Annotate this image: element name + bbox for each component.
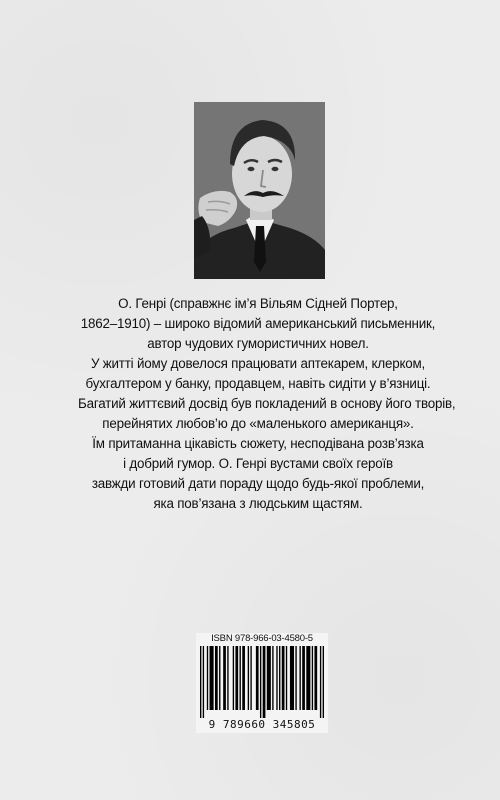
- annotation-line: перейнятих любов’ю до «маленького американця».: [102, 416, 414, 431]
- annotation-line: Їм притаманна цікавість сюжету, несподівана розв’язка: [92, 436, 424, 451]
- barcode-bar: [227, 646, 228, 710]
- barcode-bar: [276, 646, 277, 710]
- barcode-bar: [323, 646, 324, 718]
- annotation-line: 1862–1910) – широко відомий американський письменник,: [80, 316, 436, 331]
- annotation-line: автор чудових гумористичних новел.: [147, 336, 369, 351]
- barcode-bar: [260, 646, 261, 718]
- annotation-line: бухгалтером у банку, продавцем, навіть сидіти у в’язниці.: [85, 376, 431, 391]
- barcode-bar: [215, 646, 218, 710]
- barcode-bar: [302, 646, 305, 710]
- annotation-line: завжди готовий дати пораду щодо будь-якої проблеми,: [91, 476, 425, 491]
- barcode-bar: [233, 646, 234, 710]
- annotation-line: і добрий гумор. О. Генрі вустами своїх героїв: [123, 456, 393, 471]
- barcode-bar: [219, 646, 220, 710]
- barcode-bar: [306, 646, 310, 710]
- barcode-bar: [223, 646, 226, 710]
- isbn-barcode-block: [196, 633, 328, 733]
- barcode-bar: [210, 646, 214, 710]
- barcode-bar: [299, 646, 300, 710]
- barcode-icon: [200, 646, 324, 718]
- barcode-bar: [240, 646, 241, 710]
- barcode-bar: [250, 646, 251, 710]
- barcode-bar: [203, 646, 204, 718]
- barcode-bar: [242, 646, 245, 710]
- annotation-line: яка пов’язана з людським щастям.: [153, 496, 363, 511]
- annotation-line: У житті йому довелося працювати аптекарем, клерком,: [90, 356, 426, 371]
- barcode-bar: [207, 646, 208, 710]
- barcode-bar: [312, 646, 313, 710]
- barcode-bar: [290, 646, 294, 710]
- barcode-bar: [256, 646, 259, 710]
- barcode-bar: [286, 646, 287, 710]
- barcode-bar: [267, 646, 271, 710]
- barcode-bar: [263, 646, 266, 718]
- barcode-bar: [235, 646, 238, 710]
- barcode-bar: [272, 646, 273, 710]
- barcode-bar: [314, 646, 317, 710]
- annotation-line: О. Генрі (справжнє ім’я Вільям Сідней Портер,: [118, 296, 398, 311]
- author-portrait: [194, 102, 325, 279]
- annotation-line: Багатий життєвий досвід був покладений в основу його творів,: [78, 396, 456, 411]
- barcode-bar: [248, 646, 249, 710]
- barcode-bar: [295, 646, 296, 710]
- isbn-number: ISBN 978-966-03-4580-5: [211, 633, 313, 644]
- barcode-bar: [320, 646, 321, 718]
- author-annotation: [78, 294, 456, 514]
- barcode-bar: [279, 646, 280, 710]
- barcode-bar: [200, 646, 201, 718]
- barcode-digits: 9 789660 345805: [208, 718, 316, 731]
- barcode-bar: [282, 646, 285, 710]
